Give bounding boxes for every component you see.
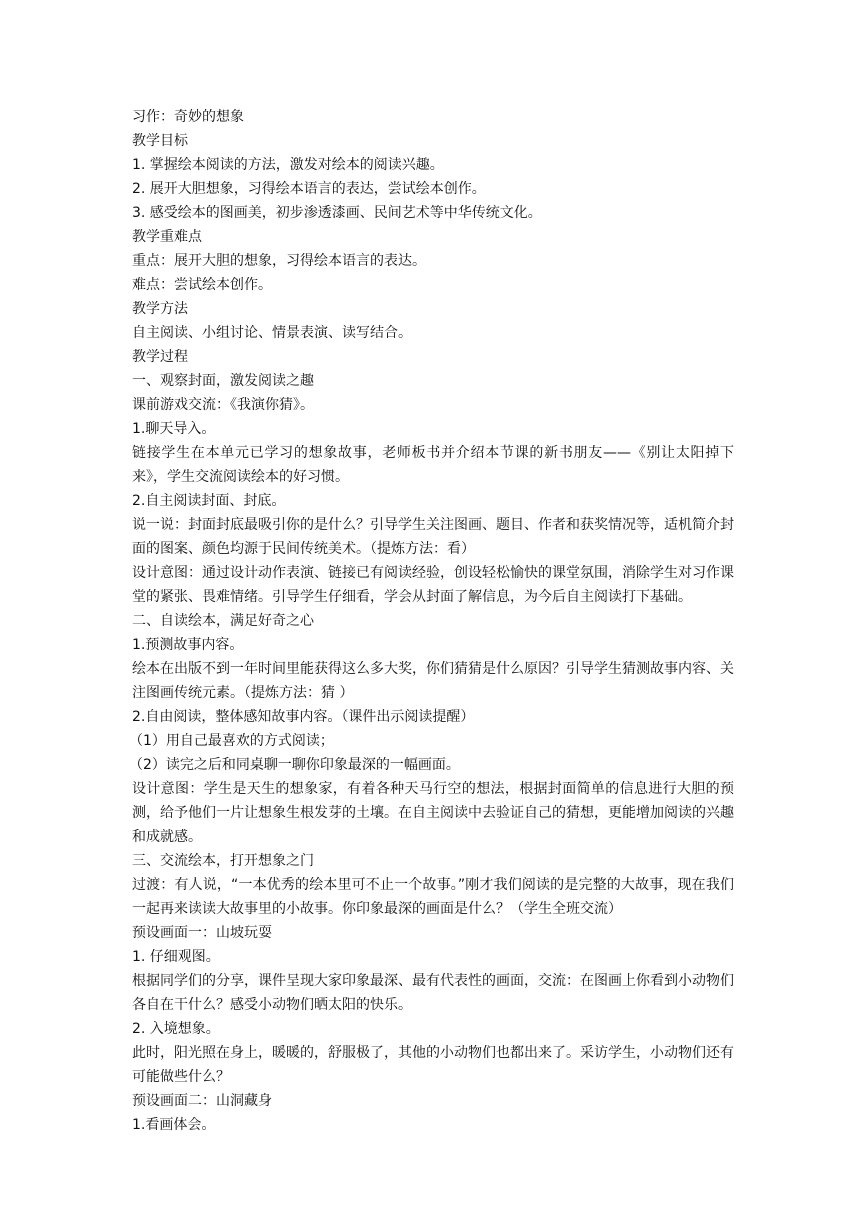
paragraph: 1. 仔细观图。 [132,949,220,965]
doc-title: 习作：奇妙的想象 [132,109,244,125]
paragraph: 说一说：封面封底最吸引你的是什么？引导学生关注图画、题目、作者和获奖情况等，适机简介封面的图案、颜色均源于民间传统美术。（提炼方法：看） [132,517,734,557]
paragraph: 1. 掌握绘本阅读的方法，激发对绘本的阅读兴趣。 [132,157,444,173]
paragraph: 链接学生在本单元已学习的想象故事，老师板书并介绍本节课的新书朋友——《别让太阳掉下来》，学生交流阅读绘本的好习惯。 [132,445,734,485]
paragraph: 2.自由阅读，整体感知故事内容。（课件出示阅读提醒） [132,709,475,725]
paragraph: 2. 入境想象。 [132,1021,220,1037]
paragraph: 1.聊天导入。 [132,421,216,437]
paragraph: 此时，阳光照在身上，暖暖的，舒服极了，其他的小动物们也都出来了。采访学生，小动物们还有可能做些什么？ [132,1045,734,1085]
paragraph: 2.自主阅读封面、封底。 [132,493,286,509]
section-heading: 教学重难点 [132,229,202,245]
paragraph: 1.预测故事内容。 [132,637,244,653]
paragraph: 自主阅读、小组讨论、情景表演、读写结合。 [132,325,412,341]
section-heading: 教学过程 [132,349,188,365]
paragraph: 预设画面一：山坡玩耍 [132,925,272,941]
list-item: （2）读完之后和同桌聊一聊你印象最深的一幅画面。 [129,757,460,773]
section-heading: 教学目标 [132,133,188,149]
document-page [129,105,734,1137]
subsection-heading: 三、交流绘本，打开想象之门 [132,853,314,869]
paragraph: 重点：展开大胆的想象，习得绘本语言的表达。 [132,253,426,269]
paragraph: 1.看画体会。 [132,1117,216,1133]
section-heading: 教学方法 [132,301,188,317]
subsection-heading: 二、自读绘本，满足好奇之心 [132,613,314,629]
paragraph: 预设画面二：山洞藏身 [132,1093,272,1109]
paragraph: 3. 感受绘本的图画美，初步渗透漆画、民间艺术等中华传统文化。 [132,205,542,221]
list-item: （1）用自己最喜欢的方式阅读； [129,733,334,749]
paragraph: 根据同学们的分享，课件呈现大家印象最深、最有代表性的画面，交流：在图画上你看到小动物们各自在干什么？感受小动物们晒太阳的快乐。 [132,973,734,1013]
paragraph: 课前游戏交流：《我演你猜》。 [132,397,314,413]
paragraph: 2. 展开大胆想象，习得绘本语言的表达，尝试绘本创作。 [132,181,486,197]
subsection-heading: 一、观察封面，激发阅读之趣 [132,373,314,389]
paragraph: 设计意图：学生是天生的想象家，有着各种天马行空的想法，根据封面简单的信息进行大胆的预测，给予他们一片让想象生根发芽的土壤。在自主阅读中去验证自己的猜想，更能增加阅读的兴趣和成就感。 [132,781,734,845]
paragraph: 绘本在出版不到一年时间里能获得这么多大奖，你们猜猜是什么原因？引导学生猜测故事内容、关注图画传统元素。（提炼方法：猜 ） [132,661,734,701]
paragraph: 过渡：有人说，“一本优秀的绘本里可不止一个故事。”刚才我们阅读的是完整的大故事，现在我们一起再来读读大故事里的小故事。你印象最深的画面是什么？（学生全班交流） [132,877,734,917]
paragraph: 难点：尝试绘本创作。 [132,277,272,293]
paragraph: 设计意图：通过设计动作表演、链接已有阅读经验，创设轻松愉快的课堂氛围，消除学生对习作课堂的紧张、畏难情绪。引导学生仔细看，学会从封面了解信息，为今后自主阅读打下基础。 [132,565,734,605]
